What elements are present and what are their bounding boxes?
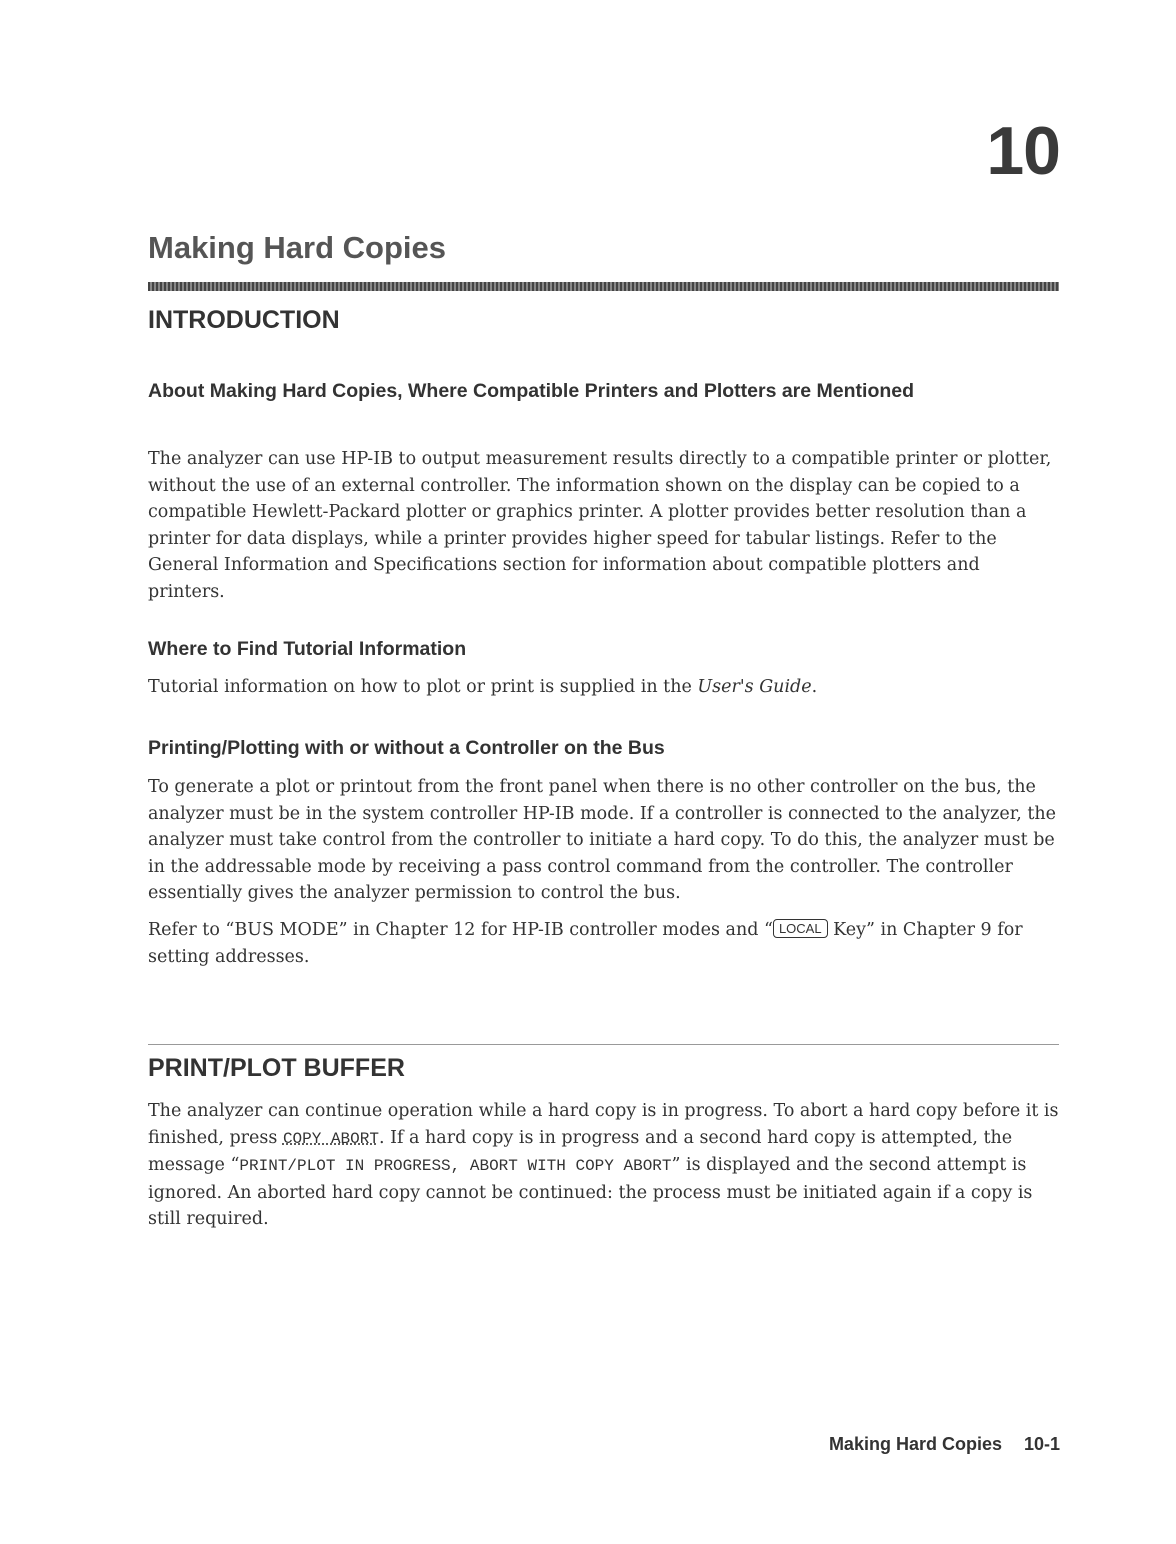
section-heading-print-plot-buffer: PRINT/PLOT BUFFER	[148, 1054, 405, 1082]
subheading-tutorial-information: Where to Find Tutorial Information	[148, 638, 467, 660]
refer-text-post: Key” in Chapter 9 for setting addresses.	[148, 920, 1023, 967]
paragraph-about-hard-copies	[148, 446, 1060, 605]
page-footer	[760, 1434, 1060, 1455]
buffer-text-1: The analyzer can continue operation while a hard copy is in progress. To abort a hard copy before it is finished, press	[148, 1101, 1059, 1148]
local-key-icon: LOCAL	[773, 919, 828, 938]
footer-title: Making Hard Copies	[828, 1434, 1002, 1454]
progress-message: PRINT/PLOT IN PROGRESS, ABORT WITH COPY ABORT	[239, 1157, 672, 1175]
copy-abort-softkey: COPY ABORT	[282, 1129, 379, 1148]
section-divider	[148, 1044, 1059, 1045]
paragraph-tutorial-information	[148, 674, 1060, 701]
tutorial-text-post: .	[811, 677, 818, 697]
paragraph-text: The analyzer can use HP-IB to output measurement results directly to a compatible printer or plotter, without the use of an external controller. The information shown on the display can be copied to a compatible Hewlett-Packard plotter or graphics printer. A plotter provides better resolution than a printer for data displays, while a printer provides higher speed for tabular listings. Refer to the General Information and Specifications section for information about compatible plotters and printers.	[148, 449, 1052, 602]
paragraph-print-plot-buffer	[148, 1098, 1060, 1233]
buffer-text-2: . If a hard copy is in progress and a second hard copy is attempted, the message “	[148, 1127, 1013, 1175]
section-heading-introduction: INTRODUCTION	[148, 306, 340, 334]
tutorial-text-pre: Tutorial information on how to plot or print is supplied in the	[148, 677, 698, 697]
subheading-about-hard-copies: About Making Hard Copies, Where Compatible Printers and Plotters are Mentioned	[148, 380, 915, 402]
chapter-title: Making Hard Copies	[148, 230, 446, 265]
subheading-controller-on-bus: Printing/Plotting with or without a Controller on the Bus	[148, 737, 665, 759]
page-number: 10-1	[1023, 1434, 1060, 1454]
refer-text-pre: Refer to “BUS MODE” in Chapter 12 for HP-IB controller modes and “	[148, 920, 773, 940]
buffer-text-3: ” is displayed and the second attempt is ignored. An aborted hard copy cannot be continued: the process must be initiated again if a copy is still required.	[148, 1155, 1033, 1229]
paragraph-text: To generate a plot or printout from the front panel when there is no other controller on the bus, the analyzer must be in the system controller HP-IB mode. If a controller is connected to the analyzer, the analyzer must take control from the controller to initiate a hard copy. To do this, the analyzer must be in the addressable mode by receiving a pass control command from the controller. The controller essentially gives the analyzer permission to control the bus.	[148, 777, 1056, 903]
paragraph-controller-on-bus	[148, 774, 1060, 907]
users-guide-reference: User's Guide	[697, 677, 812, 697]
title-rule	[148, 282, 1059, 291]
paragraph-refer-bus-mode	[148, 917, 1060, 970]
chapter-number: 10	[986, 113, 1060, 189]
